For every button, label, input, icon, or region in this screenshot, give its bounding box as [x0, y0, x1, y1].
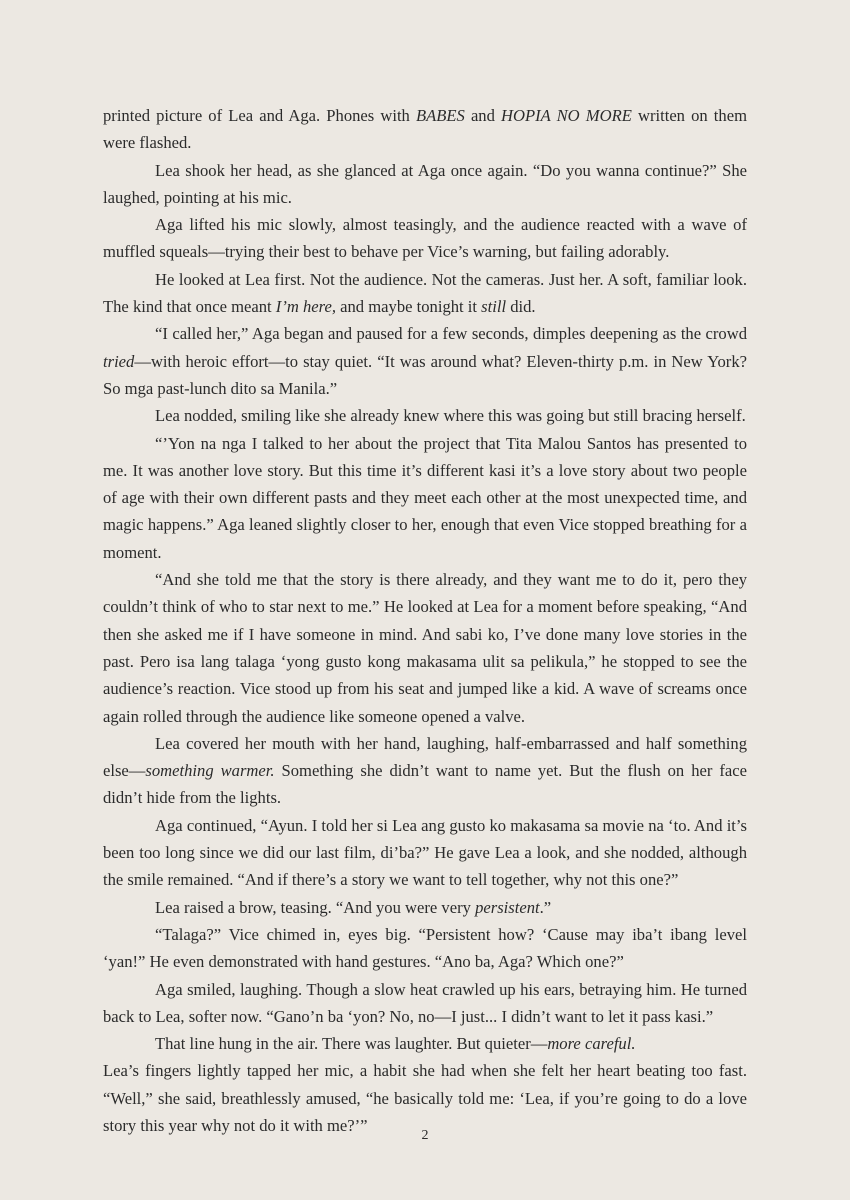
paragraph — [103, 921, 747, 976]
paragraph — [103, 102, 747, 157]
paragraph — [103, 566, 747, 730]
text-run: “’Yon na nga I talked to her about the project that Tita Malou Santos has presented to me. It was another love story. But this time it’s different kasi it’s a love story about two people of age with their own different pasts and they meet each other at the most unexpected time, and magic happens.” Aga leaned slightly closer to her, enough that even Vice stopped breathing for a moment. — [103, 433, 747, 562]
page-body — [103, 102, 747, 1139]
italic-text: something warmer. — [145, 761, 275, 781]
italic-text: more careful. — [547, 1034, 636, 1054]
text-run: “I called her,” Aga began and paused for a few seconds, dimples deepening as the crowd — [155, 324, 747, 344]
italic-text: I’m here, — [275, 297, 336, 317]
paragraph — [103, 812, 747, 894]
text-run: .” — [539, 897, 552, 917]
paragraph — [103, 730, 747, 812]
text-run: “And she told me that the story is there already, and they want me to do it, pero they couldn’t think of who to star next to me.” He looked at Lea for a moment before speaking, “And then she asked me if I have someone in mind. And sabi ko, I’ve done many love stories in the past. Pero isa lang talaga ‘yong gusto kong makasama ulit sa pelikula,” he stopped to see the audience’s reaction. Vice stood up from his seat and jumped like a kid. A wave of screams once again rolled through the audience like someone opened a valve. — [103, 570, 747, 726]
italic-text: still — [481, 297, 507, 317]
text-run: Lea’s fingers lightly tapped her mic, a habit she had when she felt her heart beating too fast. “Well,” she said, breathlessly amused, “he basically told me: ‘Lea, if you’re going to do a love story this year why not do it with me?’” — [103, 1061, 747, 1135]
paragraph — [103, 1030, 747, 1057]
paragraph — [103, 402, 747, 429]
text-run: Lea covered her mouth with her hand, laughing, half-embarrassed and half something else— — [103, 733, 747, 781]
text-run: and — [464, 106, 502, 125]
italic-text: tried — [103, 351, 135, 371]
text-run: He looked at Lea first. Not the audience. Not the cameras. Just her. A soft, familiar look. The kind that once meant — [103, 269, 747, 317]
text-run: —with heroic effort—to stay quiet. “It was around what? Eleven-thirty p.m. in New York? So mga past-lunch dito sa Manila.” — [103, 351, 747, 398]
paragraph — [103, 157, 747, 212]
paragraph — [103, 894, 747, 921]
text-run: did. — [506, 297, 536, 317]
text-run: Lea raised a brow, teasing. “And you were very — [155, 897, 476, 917]
text-run: written on them were flashed. — [103, 106, 747, 153]
text-run: That line hung in the air. There was laughter. But quieter— — [155, 1034, 548, 1054]
page-number: 2 — [421, 1128, 429, 1143]
paragraph — [103, 211, 747, 266]
text-run: “Talaga?” Vice chimed in, eyes big. “Persistent how? ‘Cause may iba’t ibang level ‘yan!” He even demonstrated with hand gestures. “Ano ba, Aga? Which one?” — [103, 924, 747, 972]
paragraph — [103, 976, 747, 1031]
text-run: Aga continued, “Ayun. I told her si Lea ang gusto ko makasama sa movie na ‘to. And it’s been too long since we did our last film, di’ba?” He gave Lea a look, and she nodded, although the smile remained. “And if there’s a story we want to tell together, why not this one?” — [103, 815, 747, 890]
paragraph — [103, 320, 747, 402]
text-run: Something she didn’t want to name yet. But the flush on her face didn’t hide from the lights. — [103, 761, 747, 808]
text-run: Lea nodded, smiling like she already knew where this was going but still bracing herself. — [155, 406, 746, 426]
text-run: Aga smiled, laughing. Though a slow heat crawled up his ears, betraying him. He turned back to Lea, softer now. “Gano’n ba ‘yon? No, no—I just... I didn’t want to let it pass kasi.” — [103, 979, 747, 1026]
text-run: printed picture of Lea and Aga. Phones with — [103, 106, 416, 125]
text-run: Lea shook her head, as she glanced at Aga once again. “Do you wanna continue?” She laughed, pointing at his mic. — [103, 160, 747, 207]
italic-text: persistent — [475, 897, 540, 917]
text-run: and maybe tonight it — [336, 297, 482, 317]
italic-text: BABES — [415, 106, 465, 125]
paragraph — [103, 430, 747, 566]
paragraph — [103, 266, 747, 321]
paragraph — [103, 1057, 747, 1139]
italic-text: HOPIA NO MORE — [501, 106, 632, 125]
text-run: Aga lifted his mic slowly, almost teasingly, and the audience reacted with a wave of muffled squeals—trying their best to behave per Vice’s warning, but failing adorably. — [103, 215, 747, 262]
